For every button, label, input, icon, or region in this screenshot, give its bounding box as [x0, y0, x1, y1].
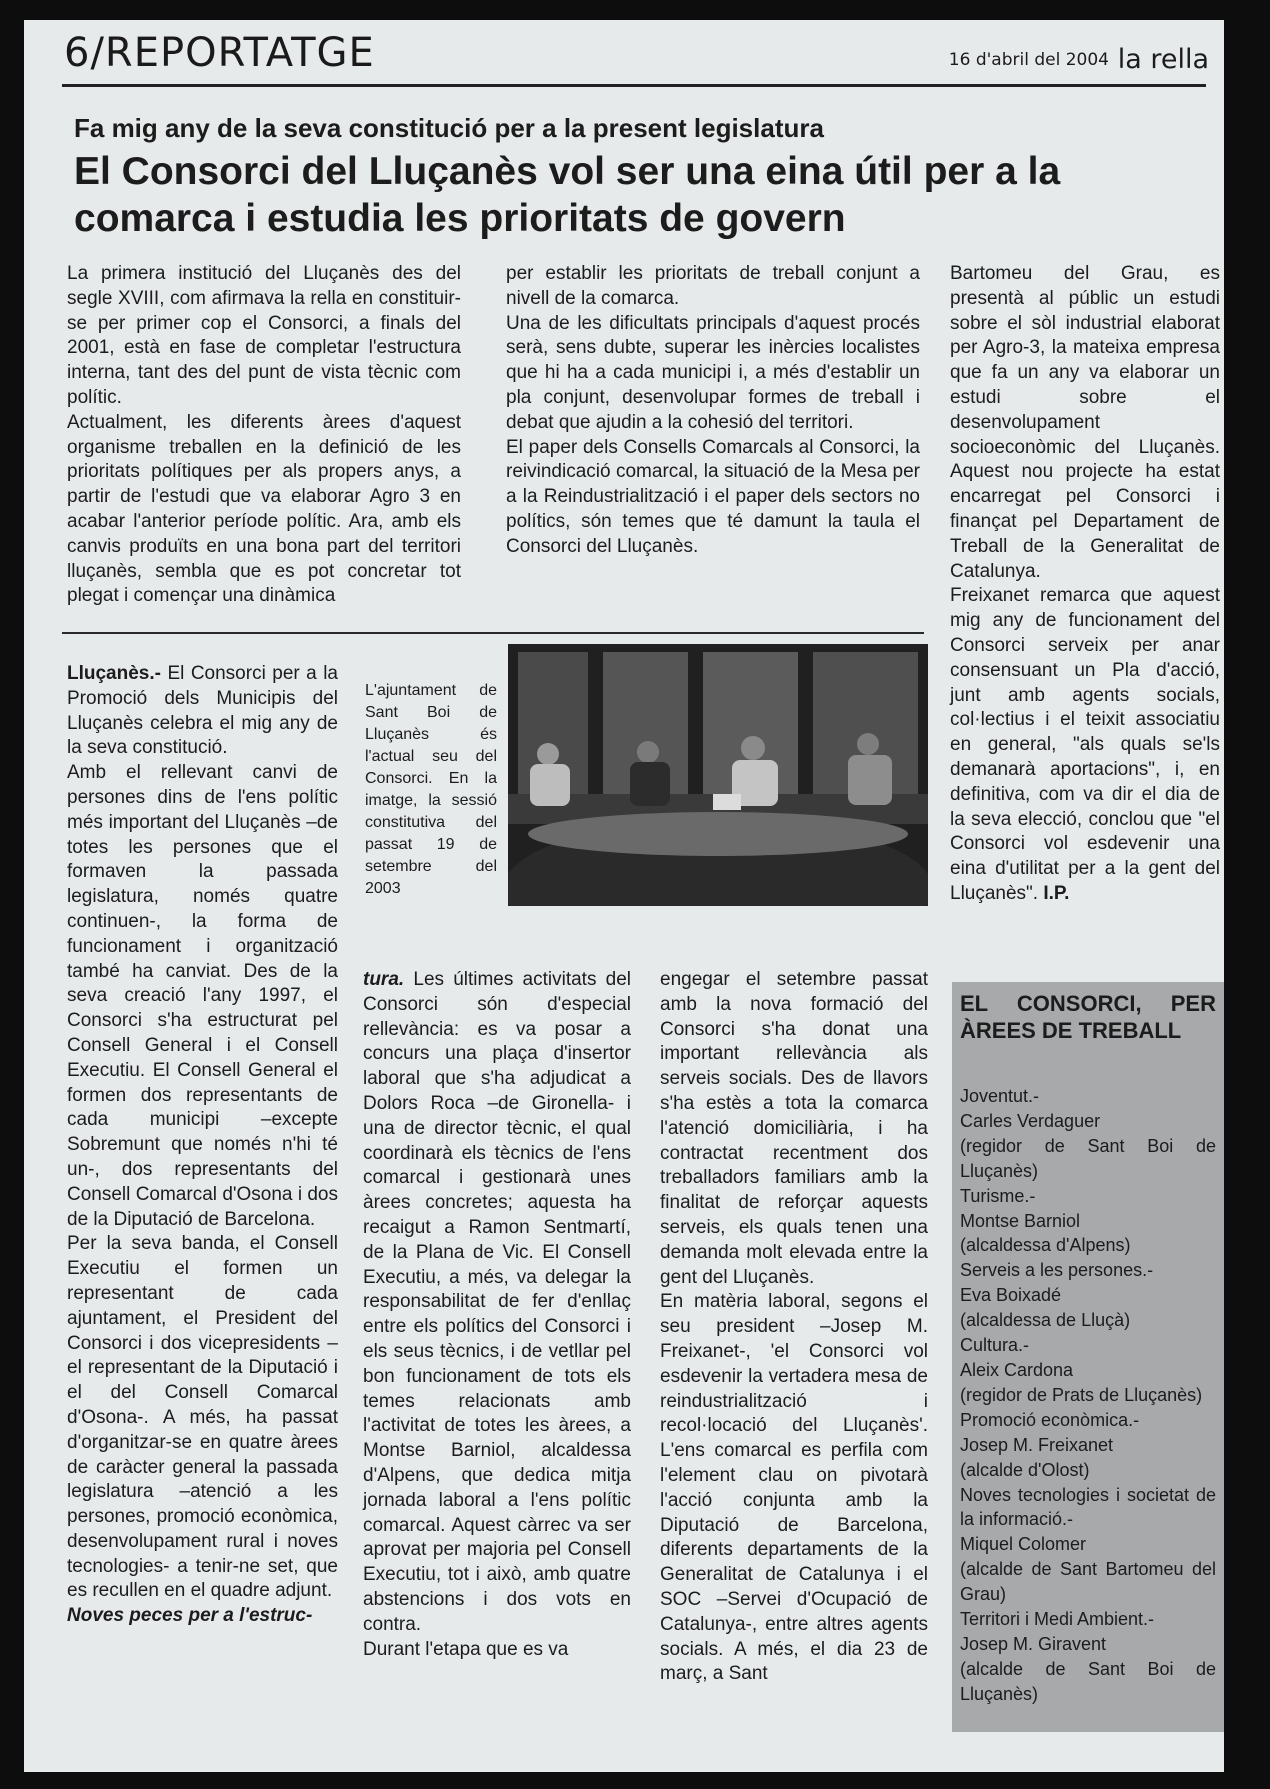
list-item: Josep M. Freixanet — [960, 1434, 1114, 1455]
lead-paragraph: Una de les dificultats principals d'aquest procés serà, sens dubte, superar les inèrcies localistes que hi ha a cada municipi i, a més d'establir un pla conjunt, desenvolupar formes de treball i debat que ajudin a la cohesió del territori. — [506, 312, 920, 433]
section-title: 6/REPORTATGE — [64, 30, 375, 76]
list-item: Joventut.- — [960, 1086, 1040, 1106]
column-paragraph: En matèria laboral, segons el seu president –Josep M. Freixanet-, 'el Consorci vol esdevenir la vertadera mesa de reindustrialització i recol·locació del Lluçanès'. L'ens comarcal es perfila com l'element clau on pivotarà l'acció conjunta amb la Diputació de Barcelona, diferents departaments de la Generalitat de Catalunya i el SOC –Servei d'Ocupació de Catalunya-, entre altres agents socials. A més, el dia 23 de març, a Sant — [660, 1291, 928, 1685]
list-item: (regidor de Sant Boi de Lluçanès) — [960, 1135, 1216, 1181]
newspaper-page — [24, 20, 1224, 1772]
list-item: Miquel Colomer — [960, 1534, 1087, 1555]
list-item: Eva Boixadé — [960, 1285, 1062, 1306]
lead-paragraph: El paper dels Consells Comarcals al Consorci, la reivindicació comarcal, la situació de la Mesa per a la Reindustrialització i el paper dels sectors no polítics, són temes que té damunt la taula el Consorci del Lluçanès. — [506, 436, 920, 557]
lead-column-2 — [506, 262, 920, 560]
list-item: Noves tecnologies i societat de la informació.- — [960, 1484, 1216, 1530]
list-item: Cultura.- — [960, 1335, 1030, 1356]
meeting-photo-image — [508, 644, 928, 906]
lead-paragraph: per establir les prioritats de treball conjunt a nivell de la comarca. — [506, 263, 920, 309]
list-item: Carles Verdaguer — [960, 1110, 1101, 1131]
header-rule — [62, 84, 1206, 87]
column-paragraph: Bartomeu del Grau, es presentà al públic un estudi sobre el sòl industrial elaborat per Agro-3, la mateixa empresa que fa un any va elaborar un estudi sobre el desenvolupament socioeconòmic del Lluçanès. Aquest nou projecte ha estat encarregat pel Consorci i finançat pel Departament de Treball de la Generalitat de Catalunya. — [950, 263, 1220, 582]
author-signature: I.P. — [1043, 882, 1070, 904]
column-paragraph: Durant l'etapa que es va — [363, 1638, 569, 1660]
body-column-3 — [660, 968, 928, 1687]
list-item: (alcalde de Sant Bartomeu del Grau) — [960, 1559, 1216, 1605]
body-column-1 — [67, 662, 338, 1629]
list-item: Aleix Cardona — [960, 1359, 1074, 1380]
dateline: Lluçanès.- — [67, 663, 161, 684]
publication-name: la rella — [1117, 44, 1209, 75]
column-paragraph: engegar el setembre passat amb la nova formació del Consorci s'ha donat una important rellevància als serveis socials. Des de llavors s'ha estès a tota la comarca l'atenció domiciliària, i ha contractat recentment dos treballadors familiars amb la finalitat de reforçar aquests serveis, els quals tenen una demanda molt elevada entre la gent del Lluçanès. — [660, 969, 928, 1288]
list-item: Serveis a les persones.- — [960, 1260, 1154, 1281]
subheading: Noves peces per a l'estruc- — [67, 1605, 313, 1627]
column-paragraph: tura. Les últimes activitats del Consorci són d'especial rellevància: es va posar a concurs una plaça d'insertor laboral que s'ha adjudicat a Dolors Roca –de Gironella- i una de director tècnic, el qual coordinarà els tècnics de l'ens comarcal i gestionarà unes àrees concretes; aquesta ha recaigut a Ramon Sentmartí, de la Plana de Vic. El Consell Executiu, a més, va delegar la responsabilitat de fer d'enllaç entre els polítics del Consorci i els seus tècnics, i de vetllar pel bon funcionament de tots els temes relacionats amb l'activitat de totes les àrees, a Montse Barniol, alcaldessa d'Alpens, que dedica mitja jornada laboral a l'ens polític comarcal. Aquest càrrec va ser aprovat per majoria pel Consell Executiu, tot i això, amb quatre abstencions i dos vots en contra. — [363, 969, 632, 1635]
list-item: (alcalde d'Olost) — [960, 1459, 1090, 1480]
photo-caption: L'ajuntament de Sant Boi de Lluçanès és l'actual seu del Consorci. En la imatge, la sessió constitutiva del passat 19 de setembre del 2003 — [365, 682, 497, 897]
issue-date: 16 d'abril del 2004 — [948, 50, 1109, 70]
column-paragraph: Per la seva banda, el Consell Executiu el formen un representant de cada ajuntament, el President del Consorci i dos vicepresidents –el representant de la Diputació i el del Consell Comarcal d'Osona-. A més, ha passat d'organitzar-se en quatre àrees de caràcter general la passada legislatura –atenció a les persones, promoció econòmica, desenvolupament rural i noves tecnologies- a tenir-ne set, que es recullen en el quadre adjunt. — [67, 1233, 338, 1602]
list-item: (alcaldessa d'Alpens) — [960, 1235, 1131, 1256]
list-item: (alcalde de Sant Boi de Lluçanès) — [960, 1658, 1216, 1704]
column-paragraph: Lluçanès.- El Consorci per a la Promoció dels Municipis del Lluçanès celebra el mig any de la seva constitució. — [67, 663, 338, 759]
list-item: (regidor de Prats de Lluçanès) — [960, 1384, 1203, 1405]
column-paragraph: Freixanet remarca que aquest mig any de funcionament del Consorci serveix per anar consensuant un Pla d'acció, junt amb agents socials, col·lectius i el teixit associatiu en general, "als quals se'ls demanarà aportacions", i, en definitiva, com va dir el dia de la seva elecció, conclou que "el Consorci vol esdevenir una eina d'utilitat per a la gent del Lluçanès". I.P. — [950, 585, 1220, 904]
body-column-2 — [363, 968, 631, 1662]
lead-paragraph: La primera institució del Lluçanès des del segle XVIII, com afirmava la rella en constituir-se per primer cop el Consorci, a finals del 2001, està en fase de completar l'estructura interna, tant des del punt de vista tècnic com polític. — [67, 263, 461, 408]
sidebar-box — [952, 982, 1224, 1732]
list-item: Promoció econòmica.- — [960, 1409, 1140, 1430]
meeting-photo — [508, 644, 928, 906]
list-item: (alcaldessa de Lluçà) — [960, 1310, 1131, 1331]
article-kicker: Fa mig any de la seva constitució per a la present legislatura — [74, 113, 824, 143]
sidebar-title: EL CONSORCI, PER ÀREES DE TREBALL — [960, 991, 1216, 1043]
sidebar-list — [960, 1084, 1216, 1707]
lead-column-3 — [950, 262, 1220, 907]
list-item: Territori i Medi Ambient.- — [960, 1609, 1155, 1630]
article-headline: El Consorci del Lluçanès vol ser una eina útil per a la comarca i estudia les prioritats de govern — [74, 150, 1061, 240]
lead-paragraph: Actualment, les diferents àrees d'aquest organisme treballen en la definició de les prioritats polítiques per als propers anys, a partir de l'estudi que va elaborar Agro 3 en acabar l'anterior període polític. Ara, amb els canvis produïts en una bona part del territori lluçanès, sembla que es pot concretar tot plegat i començar una dinàmica — [67, 411, 461, 607]
list-item: Josep M. Giravent — [960, 1633, 1107, 1654]
list-item: Montse Barniol — [960, 1210, 1081, 1231]
column-paragraph: Amb el rellevant canvi de persones dins de l'ens polític més important del Lluçanès –de totes les persones que el formaven la passada legislatura, només quatre continuen-, la forma de funcionament i organització també ha canviat. Des de la seva creació l'any 1997, el Consorci s'ha estructurat pel Consell General i el Consell Executiu. El Consell General el formen dos representants de cada municipi –excepte Sobremunt que només n'hi té un-, dos representants del Consell Comarcal d'Osona i dos de la Diputació de Barcelona. — [67, 762, 338, 1230]
section-divider — [62, 632, 924, 634]
list-item: Turisme.- — [960, 1185, 1036, 1206]
subheading-end: tura. — [363, 969, 405, 990]
lead-column-1 — [67, 262, 461, 609]
